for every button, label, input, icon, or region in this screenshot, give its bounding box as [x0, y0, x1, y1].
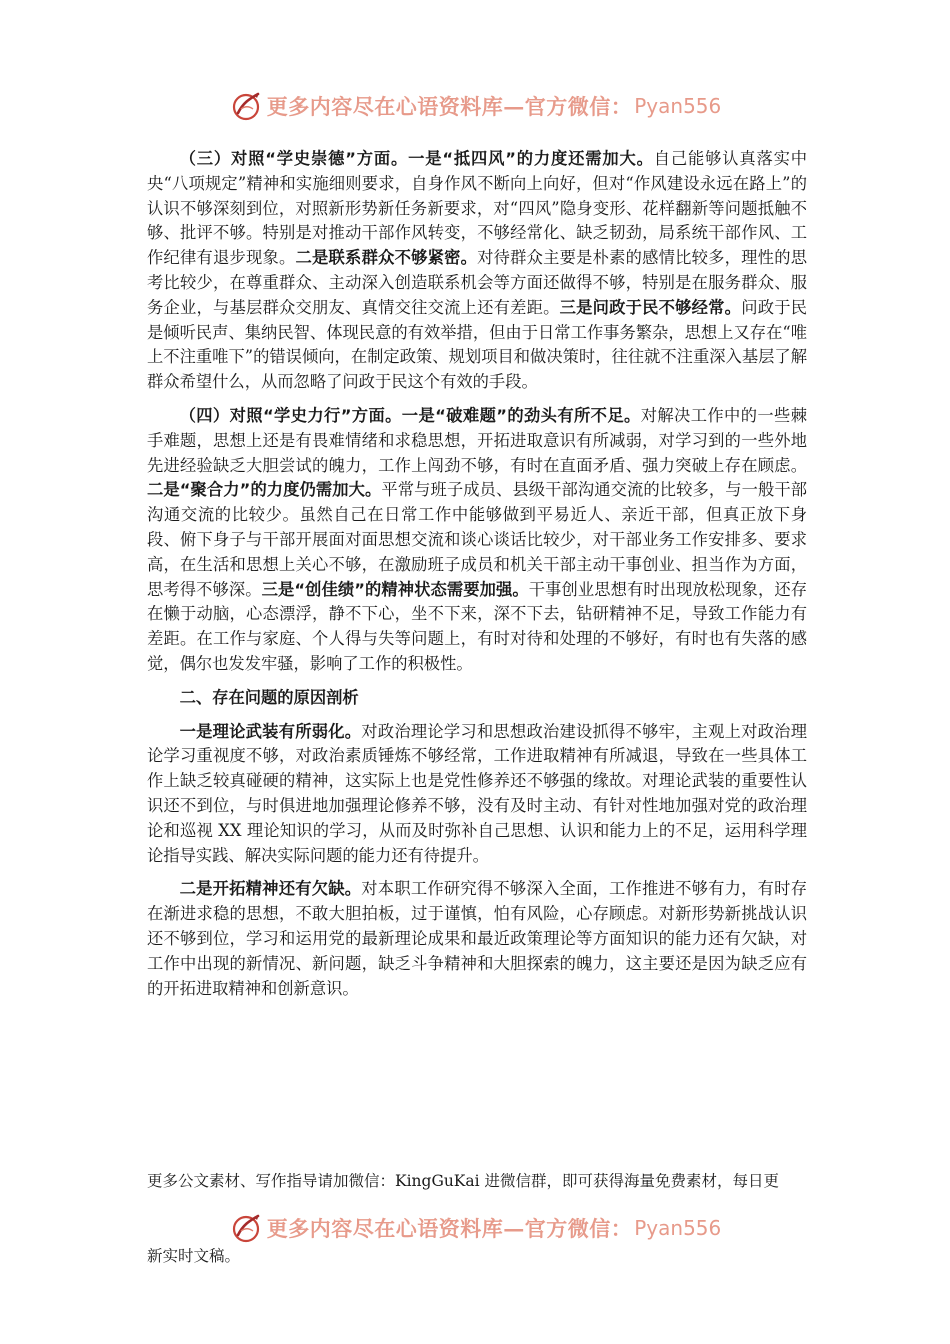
- document-body: [147, 147, 807, 1001]
- cause-2-lead: 二是开拓精神还有欠缺。: [179, 879, 362, 899]
- cause-1-lead: 一是理论武装有所弱化。: [179, 721, 362, 741]
- footer-promo-line-1: 更多公文素材、写作指导请加微信：KingGuKai 进微信群，即可获得海量免费素材，每日更: [147, 1172, 780, 1190]
- section-3-text-3: 问政于民是倾听民声、集纳民智、体现民意的有效举措，但由于日常工作事务繁杂，思想上又存在“唯上不注重唯下”的错误倾向，在制定政策、规划项目和做决策时，往往就不注重深入基层了解群众希望什么，从而忽略了问政于民这个有效的手段。: [147, 297, 807, 392]
- section-3-lead: （三）对照“学史崇德”方面。一是“抵四风”的力度还需加大。: [179, 149, 654, 168]
- paragraph-section-4: [147, 404, 807, 677]
- section-4-lead: （四）对照“学史力行”方面。一是“破难题”的劲头有所不足。: [179, 405, 641, 425]
- cause-2-text: 对本职工作研究得不够深入全面，工作推进不够有力，有时存在渐进求稳的思想，不敢大胆拍板，过于谨慎，怕有风险，心存顾虑。对新形势新挑战认识还不够到位，学习和运用党的最新理论成果和最近政策理论等方面知识的能力还有欠缺，对工作中出现的新情况、新问题，缺乏斗争精神和大胆探索的魄力，这主要还是因为缺乏应有的开拓进取精神和创新意识。: [147, 879, 807, 998]
- cause-1-text: 对政治理论学习和思想政治建设抓得不够牢，主观上对政治理论学习重视度不够，对政治素质锤炼不够经常，工作进取精神有所减退，导致在一些具体工作上缺乏较真碰硬的精神，这实际上也是党性修养还不够强的缘故。对理论武装的重要性认识还不到位，与时俱进地加强理论修养不够，没有及时主动、有针对性地加强对党的政治理论和巡视 XX 理论知识的学习，从而及时弥补自己思想、认识和能力上的不足，运用科学理论指导实践、解决实际问题的能力还有待提升。: [147, 721, 807, 865]
- logo-icon: [229, 89, 263, 123]
- footer-promo-line-2: 新实时文稿。: [147, 1247, 241, 1265]
- paragraph-section-3: [147, 147, 807, 395]
- banner-text: 更多内容尽在心语资料库—官方微信：: [266, 1216, 633, 1241]
- paragraph-cause-1: [147, 720, 807, 869]
- banner-wechat-id: Pyan556: [634, 94, 722, 118]
- banner-text: 更多内容尽在心语资料库—官方微信：: [266, 94, 633, 119]
- banner-wechat-id: Pyan556: [634, 1216, 722, 1240]
- top-banner: [0, 86, 950, 126]
- section-3-text-2: 对待群众主要是朴素的感情比较多，理性的思考比较少，在尊重群众、主动深入创造联系机会等方面还做得不够，特别是在服务群众、服务企业，与基层群众交朋友、真情交往交流上还有差距。: [147, 248, 807, 317]
- section-4-text-2: 平常与班子成员、县级干部沟通交流的比较多，与一般干部沟通交流的比较少。虽然自己在日常工作中能够做到平易近人、亲近干部，但真正放下身段、俯下身子与干部开展面对面思想交流和谈心谈话比较少，对干部业务工作安排多、要求高，在生活和思想上关心不够，在激励班子成员和机关干部主动干事创业、担当作为方面，思考得不够深。: [147, 480, 807, 599]
- logo-icon: [229, 1211, 263, 1245]
- section-3-point-2: 二是联系群众不够紧密。: [295, 248, 478, 268]
- section-4-text-1: 对解决工作中的一些棘手难题，思想上还是有畏难情绪和求稳思想，开拓进取意识有所减弱，对学习到的一些外地先进经验缺乏大胆尝试的魄力，工作上闯劲不够，有时在直面矛盾、强力突破上存在顾虑。: [147, 405, 807, 475]
- bottom-banner: [0, 1208, 950, 1248]
- section-4-point-3: 三是“创佳绩”的精神状态需要加强。: [261, 579, 529, 599]
- section-3-text-1: 自己能够认真落实中央“八项规定”精神和实施细则要求，自身作风不断向上向好，但对“作风建设永远在路上”的认识不够深刻到位，对照新形势新任务新要求，对“四风”隐身变形、花样翻新等问题抵触不够、批评不够。特别是对推动干部作风转变，不够经常化、缺乏韧劲，局系统干部作风、工作纪律有退步现象。: [147, 149, 807, 268]
- section-3-point-3: 三是问政于民不够经常。: [559, 297, 742, 317]
- section-4-point-2: 二是“聚合力”的力度仍需加大。: [147, 480, 382, 500]
- section-title: 二、存在问题的原因剖析: [179, 687, 359, 707]
- paragraph-cause-2: [147, 877, 807, 1001]
- section-4-text-3: 干事创业思想有时出现放松现象，还存在懒于动脑，心态漂浮，静不下心，坐不下来，深不下去，钻研精神不足，导致工作能力有差距。在工作与家庭、个人得与失等问题上，有时对待和处理的不够好，有时也有失落的感觉，偶尔也发发牢骚，影响了工作的积极性。: [147, 579, 807, 673]
